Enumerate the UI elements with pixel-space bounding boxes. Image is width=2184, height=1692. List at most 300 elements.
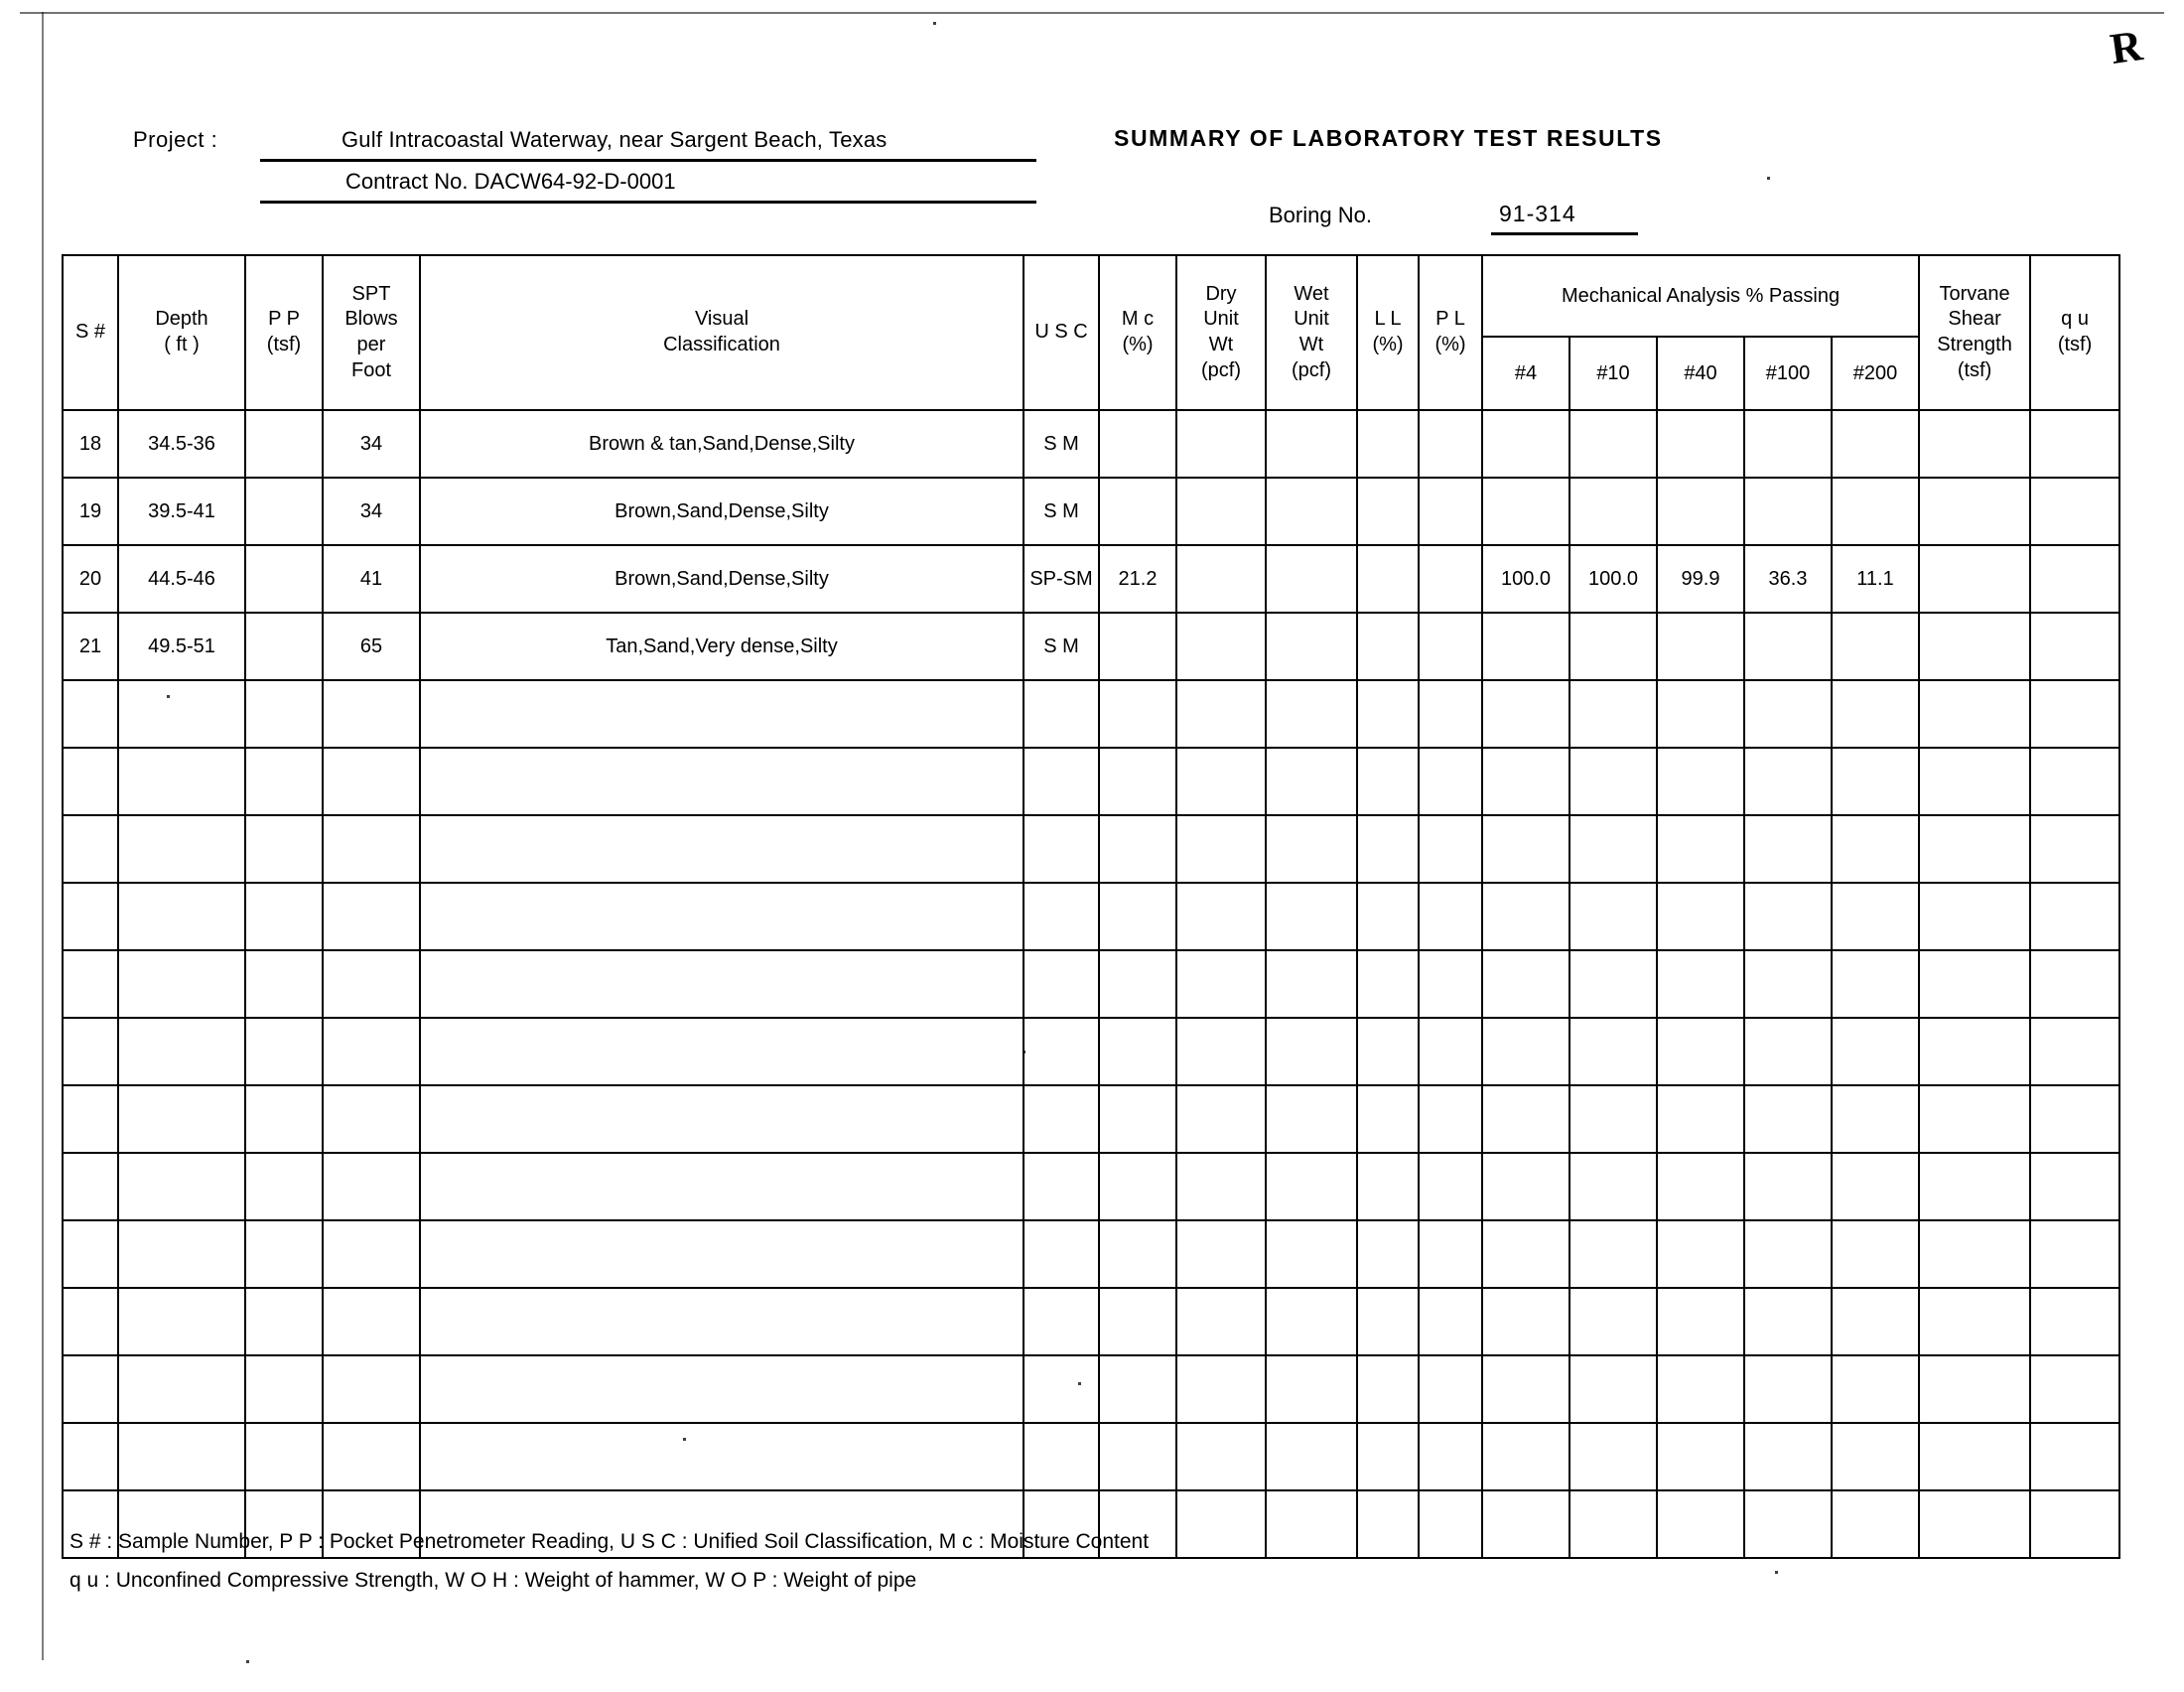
col-header-sieve-200: #200 [1832,337,1919,410]
col-header-pp-line1: P P [268,308,300,331]
col-header-spt-line4: Foot [350,358,392,381]
cell-blank [2030,1288,2119,1355]
footnote-line-2: q u : Unconfined Compressive Strength, W O H : Weight of hammer, W O P : Weight of pipe [69,1568,917,1592]
contract-value: Contract No. DACW64-92-D-0001 [345,169,676,194]
cell-blank [118,1085,245,1153]
cell-blank [1357,1085,1419,1153]
cell-blank [1482,883,1570,950]
cell-blank [1570,680,1657,748]
scan-speck [683,1438,686,1441]
cell-wet-unit-wt [1266,545,1357,613]
cell-pp [245,410,323,478]
col-header-pp [245,255,323,410]
cell-blank [323,1220,420,1288]
cell-blank [1099,1153,1176,1220]
table-row [63,410,2119,478]
cell-sieve-40 [1657,410,1744,478]
cell-blank [420,1220,1024,1288]
cell-blank [1266,1490,1357,1558]
scan-speck [1023,1051,1025,1054]
cell-blank [1919,883,2030,950]
cell-blank [1744,748,1832,815]
cell-blank [323,883,420,950]
cell-blank [63,1018,118,1085]
col-header-mc [1099,255,1176,410]
cell-blank [1176,748,1266,815]
cell-qu [2030,410,2119,478]
col-header-sieve-40: #40 [1657,337,1744,410]
cell-blank [118,1355,245,1423]
cell-blank [1099,1355,1176,1423]
col-header-sieve-4: #4 [1482,337,1570,410]
cell-blank [63,1423,118,1490]
cell-ll [1357,545,1419,613]
col-header-ll [1357,255,1419,410]
cell-sample: 21 [63,613,118,680]
cell-blank [1744,1288,1832,1355]
cell-blank [245,815,323,883]
cell-blank [420,1355,1024,1423]
boring-value: 91-314 [1499,201,1576,226]
cell-sieve-100 [1744,613,1832,680]
col-header-sieve-10: #10 [1570,337,1657,410]
scan-speck [246,1660,249,1663]
cell-blank [245,1355,323,1423]
cell-pp [245,613,323,680]
cell-blank [1357,883,1419,950]
cell-blank [1266,1018,1357,1085]
col-header-mech-line1: Mechanical Analysis [1561,285,1741,307]
cell-blank [1357,748,1419,815]
cell-blank [1266,1355,1357,1423]
cell-blank [1176,883,1266,950]
cell-blank [63,1220,118,1288]
cell-wet-unit-wt [1266,410,1357,478]
cell-blank [1099,680,1176,748]
cell-blank [1176,1355,1266,1423]
cell-blank [1419,1355,1482,1423]
cell-usc: S M [1024,410,1099,478]
cell-mc [1099,613,1176,680]
col-header-ll-line1: L L [1374,308,1402,331]
cell-blank [2030,815,2119,883]
cell-blank [1357,815,1419,883]
cell-blank [1832,1423,1919,1490]
scan-speck [933,22,936,25]
col-header-visual-line1: Visual [694,308,750,331]
cell-blank [1744,950,1832,1018]
cell-blank [63,950,118,1018]
cell-depth: 49.5-51 [118,613,245,680]
cell-blank [1657,950,1744,1018]
cell-blank [1419,1018,1482,1085]
cell-blank [1570,883,1657,950]
cell-blank [63,1085,118,1153]
col-header-spt-line3: per [356,334,386,355]
cell-torvane [1919,410,2030,478]
cell-blank [1919,1355,2030,1423]
cell-blank [1419,1288,1482,1355]
cell-blank [63,748,118,815]
cell-blank [63,1153,118,1220]
cell-blank [1570,748,1657,815]
cell-blank [420,1423,1024,1490]
cell-blank [323,1153,420,1220]
table-row [63,613,2119,680]
cell-sieve-200 [1832,613,1919,680]
cell-blank [1176,950,1266,1018]
cell-blank [245,1288,323,1355]
cell-blank [245,883,323,950]
cell-blank [2030,680,2119,748]
footnote-line-1: S # : Sample Number, P P : Pocket Penetrometer Reading, U S C : Unified Soil Classification, M c : Moisture Content [69,1530,1150,1553]
table-row-blank [63,680,2119,748]
col-header-wet-unit: (pcf) [1292,358,1331,381]
cell-blank [1266,1288,1357,1355]
cell-blank [1024,748,1099,815]
cell-blank [1570,1423,1657,1490]
cell-blank [1266,1085,1357,1153]
cell-blank [1744,1220,1832,1288]
cell-blank [323,815,420,883]
cell-blank [1570,1153,1657,1220]
cell-blank [63,815,118,883]
cell-blank [1357,1355,1419,1423]
cell-ll [1357,478,1419,545]
col-header-dry-line2: Unit [1203,308,1239,331]
cell-blank [420,1018,1024,1085]
cell-blank [1919,1490,2030,1558]
cell-blank [1266,815,1357,883]
cell-blank [1357,1153,1419,1220]
cell-blank [1657,748,1744,815]
cell-sieve-40: 99.9 [1657,545,1744,613]
cell-blank [2030,1423,2119,1490]
scan-speck [1775,1571,1778,1574]
project-value: Gulf Intracoastal Waterway, near Sargent Beach, Texas [341,127,887,152]
cell-blank [420,950,1024,1018]
cell-blank [1176,1288,1266,1355]
cell-blank [1176,680,1266,748]
cell-blank [1482,815,1570,883]
col-header-visual [420,255,1024,410]
cell-blank [1744,1153,1832,1220]
cell-blank [1419,1423,1482,1490]
cell-blank [63,1355,118,1423]
col-header-sieve-100: #100 [1744,337,1832,410]
cell-blank [245,1153,323,1220]
cell-blank [1482,1220,1570,1288]
cell-blank [1482,1355,1570,1423]
col-header-sample: S # [63,255,118,410]
cell-blank [1832,950,1919,1018]
col-header-dry-line3: Wt [1208,334,1234,355]
cell-spt: 41 [323,545,420,613]
cell-blank [1176,1085,1266,1153]
cell-visual-classification: Brown & tan,Sand,Dense,Silty [420,410,1024,478]
boring-label: Boring No. [1269,203,1372,227]
cell-blank [1657,1288,1744,1355]
cell-blank [1919,1085,2030,1153]
cell-blank [1657,1355,1744,1423]
table-body [63,410,2119,1558]
col-header-depth-line1: Depth [155,308,208,331]
col-header-torvane-line2: Shear [1948,308,2001,331]
cell-wet-unit-wt [1266,478,1357,545]
table-row-blank [63,883,2119,950]
cell-blank [2030,1153,2119,1220]
col-header-wet-line1: Wet [1294,282,1329,305]
cell-ll [1357,613,1419,680]
cell-blank [2030,1018,2119,1085]
cell-blank [245,1018,323,1085]
col-header-ll-unit: (%) [1372,334,1404,355]
col-header-torvane-line1: Torvane [1939,282,2010,305]
table-row [63,545,2119,613]
cell-sieve-4 [1482,410,1570,478]
cell-blank [1024,883,1099,950]
cell-pl [1419,545,1482,613]
cell-blank [1482,680,1570,748]
col-header-qu-line1: q u [2061,308,2089,331]
col-header-dry-line1: Dry [1205,282,1237,305]
cell-blank [1357,680,1419,748]
table-row-blank [63,1423,2119,1490]
cell-blank [1919,950,2030,1018]
cell-blank [63,680,118,748]
cell-blank [1099,883,1176,950]
cell-blank [1024,1018,1099,1085]
cell-blank [1657,1018,1744,1085]
cell-depth: 39.5-41 [118,478,245,545]
document-header [0,0,2184,238]
table-row-blank [63,1153,2119,1220]
cell-blank [1099,950,1176,1018]
cell-spt: 65 [323,613,420,680]
cell-blank [420,1085,1024,1153]
cell-blank [1419,883,1482,950]
cell-blank [1024,1220,1099,1288]
col-header-spt-line2: Blows [344,308,398,331]
cell-ll [1357,410,1419,478]
cell-blank [420,1153,1024,1220]
cell-blank [245,950,323,1018]
cell-blank [1176,1490,1266,1558]
col-header-wet-unit-wt [1266,255,1357,410]
cell-wet-unit-wt [1266,613,1357,680]
col-header-pl [1419,255,1482,410]
cell-spt: 34 [323,410,420,478]
cell-blank [1919,680,2030,748]
col-header-visual-line2: Classification [663,334,780,355]
cell-blank [1744,1018,1832,1085]
col-header-depth-unit: ( ft ) [164,334,200,355]
cell-blank [245,748,323,815]
project-label: Project : [133,127,218,152]
cell-blank [245,1220,323,1288]
cell-blank [1024,815,1099,883]
col-header-pl-unit: (%) [1434,334,1466,355]
cell-blank [118,1288,245,1355]
cell-blank [1482,1018,1570,1085]
cell-blank [118,748,245,815]
cell-mc [1099,478,1176,545]
cell-blank [1657,680,1744,748]
cell-blank [2030,1355,2119,1423]
cell-visual-classification: Tan,Sand,Very dense,Silty [420,613,1024,680]
cell-usc: SP-SM [1024,545,1099,613]
cell-blank [2030,950,2119,1018]
cell-blank [1919,748,2030,815]
cell-blank [323,1355,420,1423]
table-row-blank [63,1220,2119,1288]
cell-sieve-100 [1744,478,1832,545]
cell-blank [1832,815,1919,883]
cell-blank [1176,1220,1266,1288]
col-header-dry-unit: (pcf) [1201,358,1241,381]
cell-blank [1570,1018,1657,1085]
cell-blank [1099,1288,1176,1355]
cell-blank [323,1085,420,1153]
cell-blank [118,680,245,748]
cell-blank [118,1220,245,1288]
cell-blank [1419,1490,1482,1558]
cell-blank [1482,1288,1570,1355]
cell-pp [245,478,323,545]
cell-blank [63,1288,118,1355]
cell-blank [1176,1018,1266,1085]
col-header-torvane-line3: Strength [1937,334,2012,355]
cell-pp [245,545,323,613]
cell-blank [1357,950,1419,1018]
cell-blank [420,680,1024,748]
scan-speck [1078,1382,1081,1385]
cell-blank [245,1085,323,1153]
col-header-mc-line1: M c [1121,308,1155,331]
cell-blank [1570,1288,1657,1355]
cell-torvane [1919,613,2030,680]
cell-sieve-10 [1570,478,1657,545]
cell-blank [1832,1490,1919,1558]
table-head [63,255,2119,410]
col-header-depth [118,255,245,410]
col-header-wet-line2: Unit [1294,308,1329,331]
cell-blank [118,1018,245,1085]
table-row-blank [63,1085,2119,1153]
cell-blank [1919,1220,2030,1288]
cell-blank [1482,748,1570,815]
cell-blank [1832,1018,1919,1085]
cell-depth: 44.5-46 [118,545,245,613]
cell-blank [1176,1153,1266,1220]
cell-blank [1266,950,1357,1018]
cell-blank [1832,883,1919,950]
cell-dry-unit-wt [1176,478,1266,545]
cell-blank [1832,680,1919,748]
cell-blank [1744,1355,1832,1423]
cell-blank [2030,1490,2119,1558]
cell-blank [1357,1288,1419,1355]
cell-blank [1266,748,1357,815]
cell-sample: 19 [63,478,118,545]
col-header-usc: U S C [1024,255,1099,410]
cell-blank [1419,1153,1482,1220]
cell-usc: S M [1024,613,1099,680]
cell-qu [2030,478,2119,545]
cell-blank [2030,1220,2119,1288]
cell-blank [1099,748,1176,815]
cell-blank [118,815,245,883]
cell-blank [118,950,245,1018]
cell-blank [1419,1220,1482,1288]
cell-blank [1832,1153,1919,1220]
table-row-blank [63,815,2119,883]
cell-blank [118,883,245,950]
table-row-blank [63,950,2119,1018]
boring-underline [1491,232,1638,235]
cell-blank [1024,1355,1099,1423]
cell-sample: 20 [63,545,118,613]
project-underline [260,159,1036,162]
cell-blank [1266,1153,1357,1220]
cell-blank [1024,950,1099,1018]
col-header-qu [2030,255,2119,410]
cell-blank [323,1288,420,1355]
cell-usc: S M [1024,478,1099,545]
cell-sieve-40 [1657,613,1744,680]
cell-blank [1570,815,1657,883]
col-header-pp-unit: (tsf) [266,334,302,355]
page-title: SUMMARY OF LABORATORY TEST RESULTS [1114,125,1663,151]
cell-blank [323,748,420,815]
cell-blank [1657,1085,1744,1153]
cell-blank [1099,1423,1176,1490]
cell-blank [420,1288,1024,1355]
cell-blank [420,883,1024,950]
table-row-blank [63,748,2119,815]
cell-blank [323,680,420,748]
contract-underline [260,201,1036,204]
cell-blank [1482,1153,1570,1220]
cell-sieve-100 [1744,410,1832,478]
cell-blank [1024,680,1099,748]
cell-torvane [1919,545,2030,613]
cell-blank [1832,1220,1919,1288]
cell-pl [1419,410,1482,478]
cell-blank [2030,748,2119,815]
cell-blank [1919,1153,2030,1220]
col-header-mc-unit: (%) [1122,334,1154,355]
col-header-mech-line2: % Passing [1745,285,1841,307]
cell-blank [1570,1490,1657,1558]
cell-pl [1419,478,1482,545]
cell-sieve-4: 100.0 [1482,545,1570,613]
cell-torvane [1919,478,2030,545]
cell-blank [1657,883,1744,950]
cell-visual-classification: Brown,Sand,Dense,Silty [420,545,1024,613]
cell-blank [323,950,420,1018]
cell-sieve-200: 11.1 [1832,545,1919,613]
cell-blank [1744,1490,1832,1558]
cell-blank [1744,815,1832,883]
cell-sieve-4 [1482,613,1570,680]
col-header-spt [323,255,420,410]
cell-blank [1744,1423,1832,1490]
cell-blank [1024,1288,1099,1355]
footnotes [69,1523,1149,1601]
cell-blank [1419,815,1482,883]
cell-blank [1419,1085,1482,1153]
